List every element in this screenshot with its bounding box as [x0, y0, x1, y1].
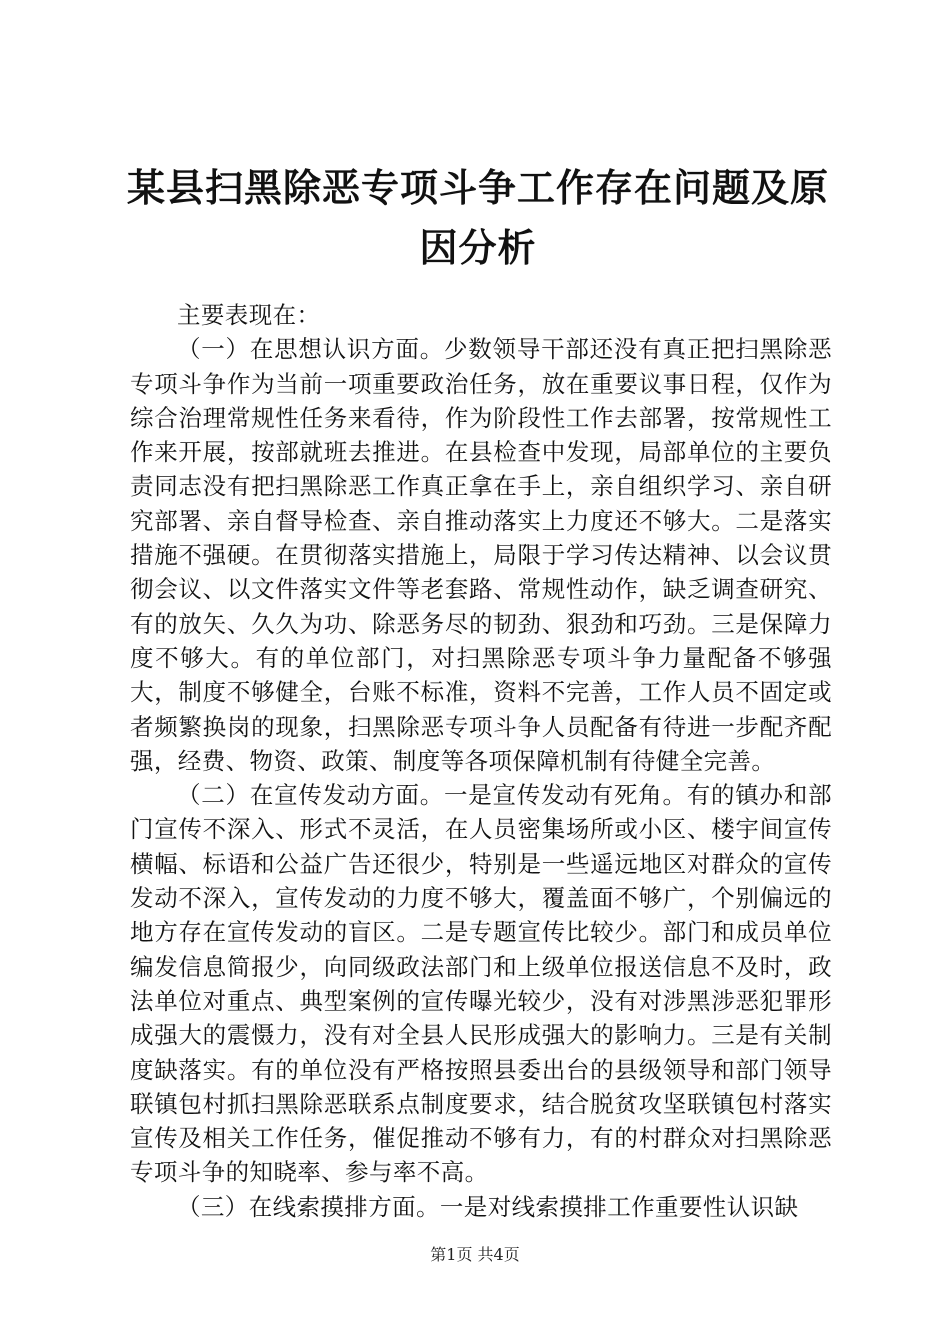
- paragraph-section-3: （三）在线索摸排方面。一是对线索摸排工作重要性认识缺: [177, 1192, 799, 1221]
- paragraph-section-1: （一）在思想认识方面。少数领导干部还没有真正把扫黑除恶专项斗争作为当前一项重要政治任务，放在重要议事日程，仅作为综合治理常规性任务来看待，作为阶段性工作去部署，按常规性工作来开展，按部就班去推进。在县检查中发现，局部单位的主要负责同志没有把扫黑除恶工作真正拿在手上，亲自组织学习、亲自研究部署、亲自督导检查、亲自推动落实上力度还不够大。二是落实措施不强硬。在贯彻落实措施上，局限于学习传达精神、以会议贯彻会议、以文件落实文件等老套路、常规性动作，缺乏调查研究、有的放矢、久久为功、除恶务尽的韧劲、狠劲和巧劲。三是保障力度不够大。有的单位部门，对扫黑除恶专项斗争力量配备不够强大，制度不够健全，台账不标准，资料不完善，工作人员不固定或者频繁换岗的现象，扫黑除恶专项斗争人员配备有待进一步配齐配强，经费、物资、政策、制度等各项保障机制有待健全完善。: [130, 335, 832, 775]
- paragraph-section-2: （二）在宣传发动方面。一是宣传发动有死角。有的镇办和部门宣传不深入、形式不灵活，在人员密集场所或小区、楼宇间宣传横幅、标语和公益广告还很少，特别是一些遥远地区对群众的宣传发动不深入，宣传发动的力度不够大，覆盖面不够广，个别偏远的地方存在宣传发动的盲区。二是专题宣传比较少。部门和成员单位编发信息简报少，向同级政法部门和上级单位报送信息不及时，政法单位对重点、典型案例的宣传曝光较少，没有对涉黑涉恶犯罪形成强大的震慑力，没有对全县人民形成强大的影响力。三是有关制度缺落实。有的单位没有严格按照县委出台的县级领导和部门领导联镇包村抓扫黑除恶联系点制度要求，结合脱贫攻坚联镇包村落实宣传及相关工作任务，催促推动不够有力，有的村群众对扫黑除恶专项斗争的知晓率、参与率不高。: [130, 781, 832, 1187]
- paragraph-intro: 主要表现在：: [177, 301, 321, 329]
- page-footer: 第1页 共4页: [430, 1245, 520, 1264]
- document-body: [130, 298, 832, 1224]
- document-title: 某县扫黑除恶专项斗争工作存在问题及原因分析: [126, 165, 829, 270]
